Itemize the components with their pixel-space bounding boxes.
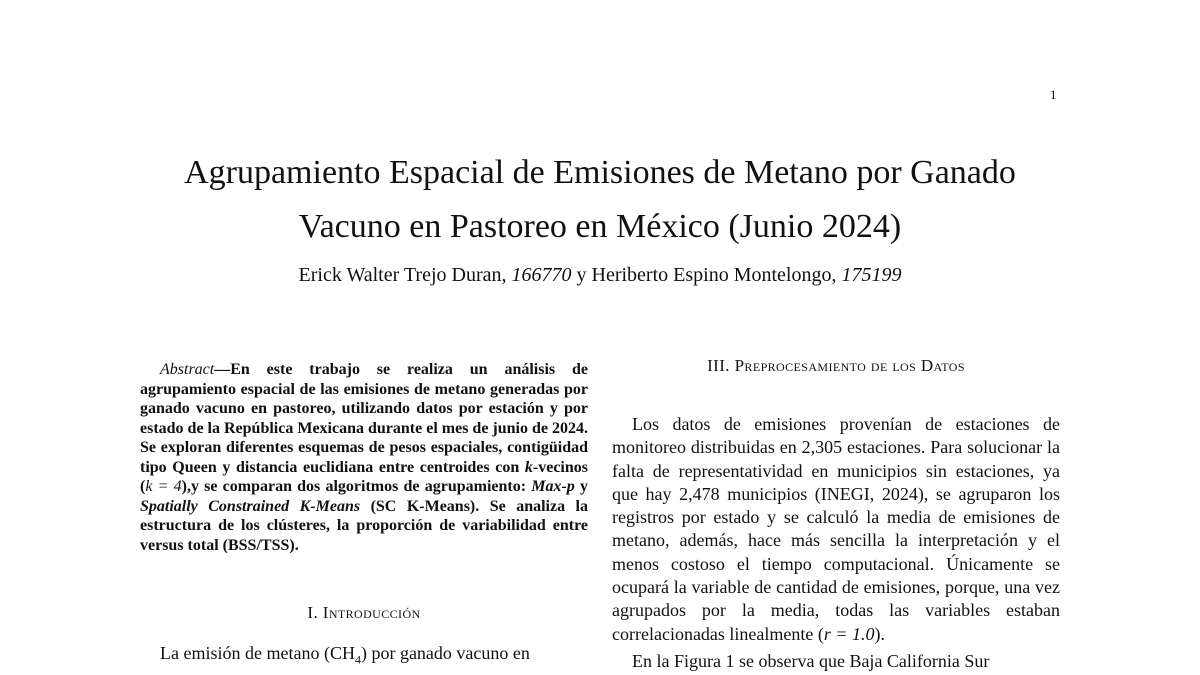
author-1-id: 166770 [511,264,572,286]
section-3-r-eq: r = 1.0 [823,623,875,644]
section-3-title: Preprocesamiento de los Datos [734,356,965,375]
title-line-1: Agrupamiento Espacial de Emisiones de Metano por Ganado [184,154,1016,191]
author-conjunction: y [576,264,587,286]
abstract-label: Abstract [160,361,215,378]
section-3-paragraph-1 [612,413,1060,646]
abstract-text-5: (SC K-Means). Se analiza la estructura de los clústeres, la proporción de variabilidad entre versus total (BSS/TSS). [140,497,588,554]
section-1-title: Introducción [322,603,421,622]
author-2-id: 175199 [841,264,902,286]
abstract-alg-2: Spatially Constrained K-Means [140,497,361,515]
section-3-paragraph-1-end: ). [874,623,886,644]
section-3-heading [612,356,1060,376]
abstract-text-2: -vecinos ( [140,458,588,495]
left-column [140,360,588,672]
section-1-heading [140,603,588,623]
abstract-k-eq: k = 4 [145,478,182,495]
abstract [140,360,588,555]
abstract-k-var: k [524,458,533,476]
page-number: 1 [1050,87,1057,102]
section-3-paragraph-1-text: Los datos de emisiones provenían de estaciones de monitoreo distribuidas en 2,305 estaciones. Para solucionar la falta de representatividad en municipios sin estaciones, ya que hay 2,478 municipios (INEGI, 2024), se agruparon los registros por estado y se calculó la media de emisiones de metano, además, hace más sencilla la interpretación y el menos costoso el tiempo computacional. Únicamente se ocupará la variable de cantidad de emisiones, porque, una vez agrupados por la media, todas las variables estaban correlacionadas linealmente ( [612,414,1060,644]
section-1-numeral: I. [307,603,319,622]
abstract-text-3: ),y se comparan dos algoritmos de agrupamiento: [181,478,532,495]
section-1-text-start: La emisión de metano (CH [160,643,355,663]
abstract-text-4: y [574,478,589,495]
section-1-paragraph [140,642,588,672]
section-1-subscript: 4 [354,652,361,667]
section-3-numeral: III. [707,356,730,375]
abstract-alg-1: Max-p [531,478,575,495]
author-1: Erick Walter Trejo Duran, [298,264,507,286]
author-2: Heriberto Espino Montelongo, [591,264,837,286]
right-column [612,356,1060,673]
title-line-2: Vacuno en Pastoreo en México (Junio 2024) [298,208,902,245]
section-3-paragraph-2: En la Figura 1 se observa que Baja California Sur [632,650,990,671]
paper-title [0,146,1200,254]
authors [0,263,1200,287]
abstract-text-1: —En este trabajo se realiza un análisis de agrupamiento espacial de las emisiones de metano generadas por ganado vacuno en pastoreo, utilizando datos por estación y por estado de la República Mexicana durante el mes de junio de 2024. Se exploran diferentes esquemas de pesos espaciales, contigüidad tipo Queen y distancia euclidiana entre centroides con [140,361,588,476]
section-1-text-end: ) por ganado vacuno en [360,643,530,663]
